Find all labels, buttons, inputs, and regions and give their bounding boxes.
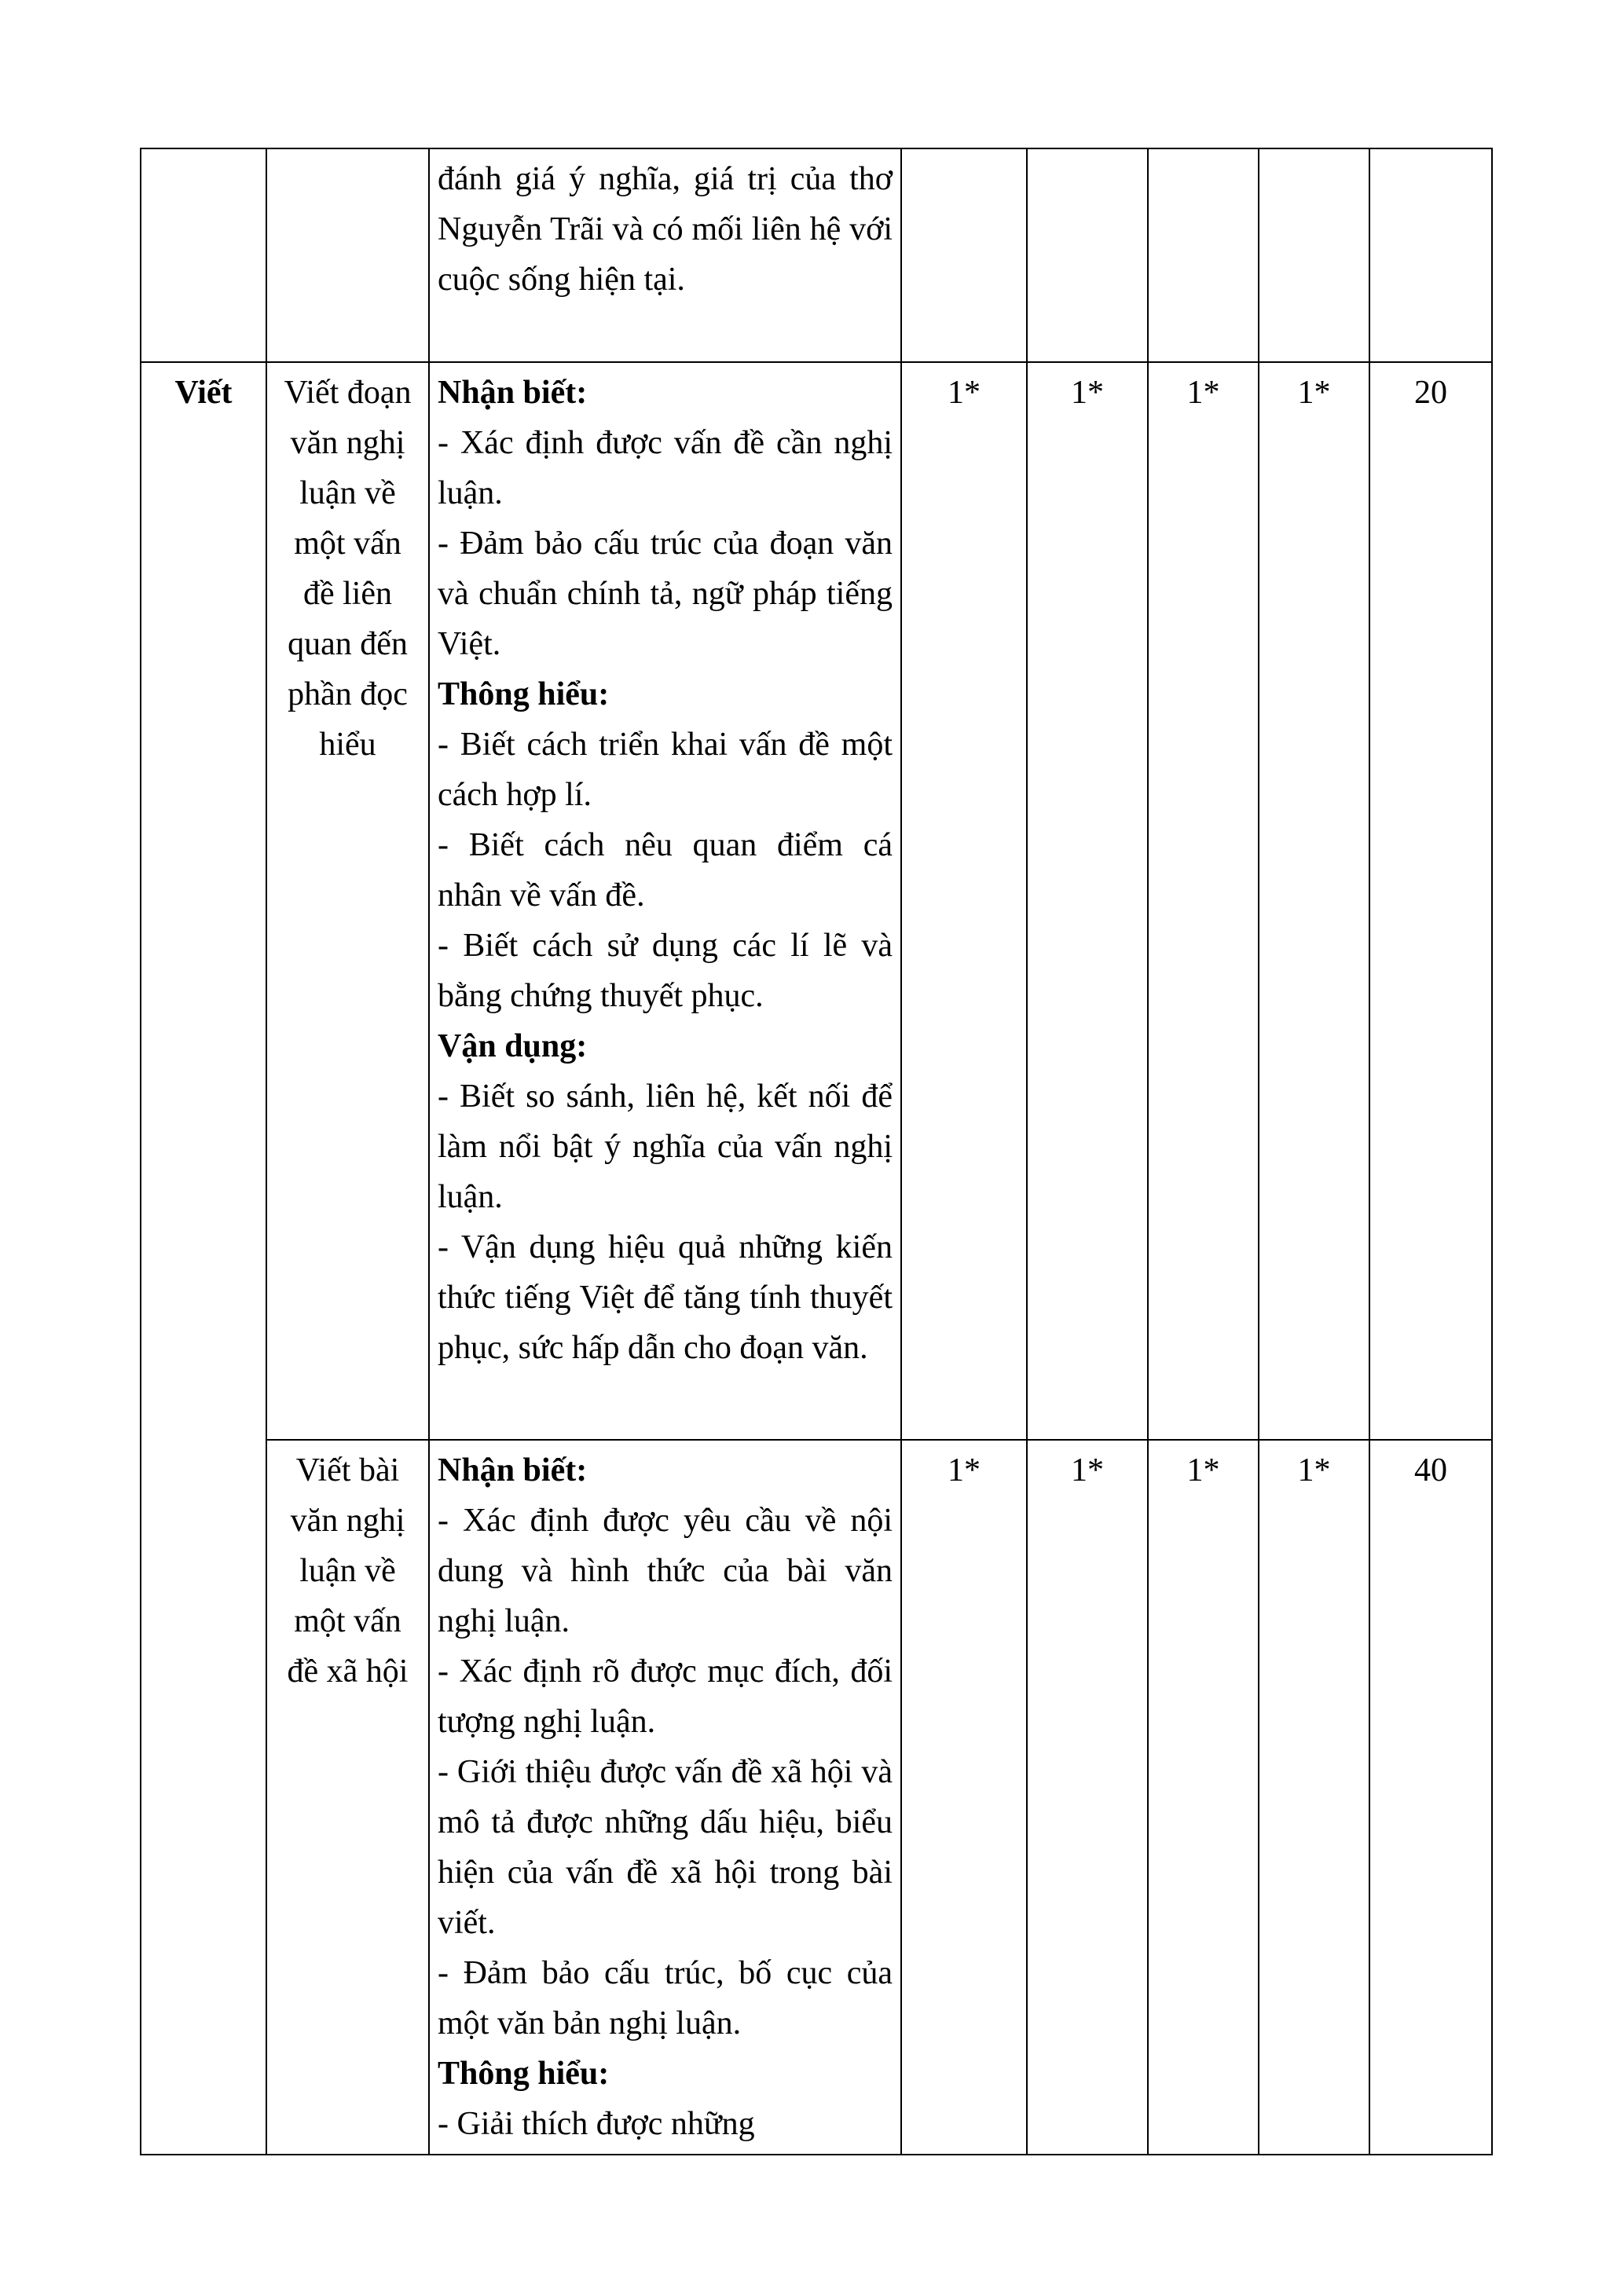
criteria-item: - Biết cách sử dụng các lí lẽ và bằng chứng thuyết phục.	[438, 928, 893, 1014]
level-cell: 1*	[901, 1440, 1027, 2155]
criteria-heading: Thông hiểu:	[438, 676, 610, 712]
criteria-heading: Thông hiểu:	[438, 2056, 610, 2092]
criteria-cell	[429, 148, 901, 362]
table-row	[141, 362, 1492, 1440]
criteria-item: đánh giá ý nghĩa, giá trị của thơ Nguyễn Trãi và có mối liên hệ với cuộc sống hiện tại.	[438, 161, 893, 298]
criteria-heading: Nhận biết:	[438, 1452, 588, 1489]
empty-cell	[1369, 148, 1492, 362]
criteria-item: - Biết cách nêu quan điểm cá nhân về vấn đề.	[438, 827, 893, 914]
section-cell: Viết	[141, 362, 266, 2155]
total-cell: 40	[1369, 1440, 1492, 2155]
level-cell: 1*	[1148, 1440, 1259, 2155]
level-cell: 1*	[1027, 1440, 1148, 2155]
empty-cell	[266, 148, 429, 362]
criteria-item: - Đảm bảo cấu trúc của đoạn văn và chuẩn chính tả, ngữ pháp tiếng Việt.	[438, 525, 893, 662]
level-cell: 1*	[1148, 362, 1259, 1440]
empty-cell	[1027, 148, 1148, 362]
criteria-item: - Giới thiệu được vấn đề xã hội và mô tả được những dấu hiệu, biểu hiện của vấn đề xã hội trong bài viết.	[438, 1754, 893, 1941]
level-cell: 1*	[901, 362, 1027, 1440]
criteria-item: - Xác định được vấn đề cần nghị luận.	[438, 425, 893, 511]
skill-cell: Viết đoạn văn nghị luận về một vấn đề liên quan đến phần đọc hiểu	[266, 362, 429, 1440]
empty-cell	[1259, 148, 1369, 362]
level-cell: 1*	[1259, 1440, 1369, 2155]
criteria-cell	[429, 1440, 901, 2155]
criteria-item: - Xác định rõ được mục đích, đối tượng nghị luận.	[438, 1653, 893, 1740]
criteria-item: - Đảm bảo cấu trúc, bố cục của một văn bản nghị luận.	[438, 1955, 893, 2041]
empty-cell	[141, 148, 266, 362]
table-row	[141, 1440, 1492, 2155]
criteria-item: - Vận dụng hiệu quả những kiến thức tiếng Việt để tăng tính thuyết phục, sức hấp dẫn cho đoạn văn.	[438, 1229, 893, 1366]
assessment-matrix-table	[140, 148, 1493, 2155]
table-row	[141, 148, 1492, 362]
criteria-heading: Nhận biết:	[438, 375, 588, 411]
criteria-item: - Biết so sánh, liên hệ, kết nối để làm nổi bật ý nghĩa của vấn nghị luận.	[438, 1078, 893, 1215]
criteria-item: - Giải thích được những	[438, 2106, 755, 2142]
criteria-item: - Xác định được yêu cầu về nội dung và hình thức của bài văn nghị luận.	[438, 1503, 893, 1639]
criteria-heading: Vận dụng:	[438, 1028, 588, 1064]
level-cell: 1*	[1027, 362, 1148, 1440]
criteria-item: - Biết cách triển khai vấn đề một cách hợp lí.	[438, 727, 893, 813]
total-cell: 20	[1369, 362, 1492, 1440]
empty-cell	[901, 148, 1027, 362]
criteria-cell	[429, 362, 901, 1440]
empty-cell	[1148, 148, 1259, 362]
skill-cell: Viết bài văn nghị luận về một vấn đề xã hội	[266, 1440, 429, 2155]
level-cell: 1*	[1259, 362, 1369, 1440]
